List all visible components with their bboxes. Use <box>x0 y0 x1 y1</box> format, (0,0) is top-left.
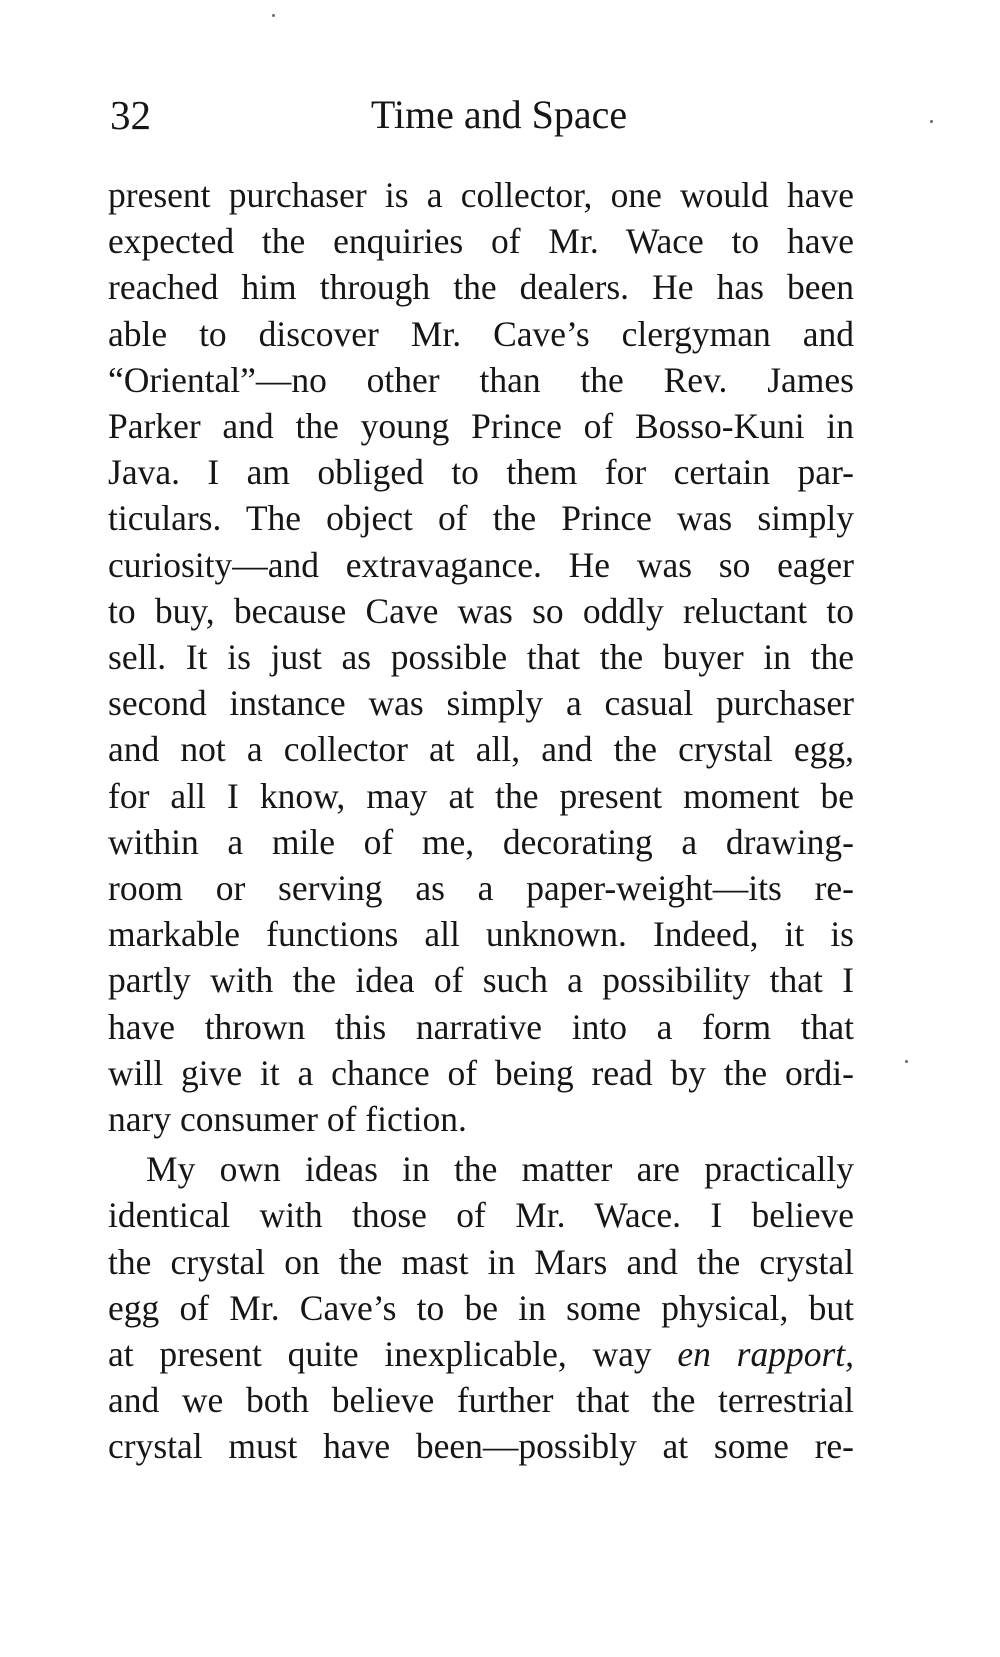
page-number: 32 <box>110 92 151 138</box>
text-line: markable functions all unknown. Indeed, it is <box>108 914 854 955</box>
text-line: ticulars. The object of the Prince was simply <box>108 498 854 539</box>
running-title: Time and Space <box>370 92 628 137</box>
text-line: partly with the idea of such a possibility that I <box>108 960 854 1001</box>
text-line: room or serving as a paper-weight—its re- <box>108 868 854 909</box>
paper-speck <box>905 1060 908 1063</box>
text-line: have thrown this narrative into a form that <box>108 1006 854 1047</box>
text-line: will give it a chance of being read by the ordi- <box>108 1052 854 1093</box>
text-line: and we both believe further that the terrestrial <box>108 1380 854 1421</box>
page-header <box>108 84 852 148</box>
text-line: “Oriental”—no other than the Rev. James <box>108 359 854 400</box>
paragraph-2 <box>108 1146 854 1469</box>
paper-speck <box>272 14 275 17</box>
text-line: to buy, because Cave was so oddly reluctant to <box>108 590 854 631</box>
paper-speck <box>930 120 933 123</box>
text-line: second instance was simply a casual purchaser <box>108 683 854 724</box>
paragraph-1 <box>108 172 854 1142</box>
text-line: Parker and the young Prince of Bosso-Kuni in <box>108 406 854 447</box>
text-line: nary consumer of fiction. <box>108 1099 467 1140</box>
text-line: identical with those of Mr. Wace. I believe <box>108 1195 854 1236</box>
text-line: sell. It is just as possible that the buyer in the <box>108 637 854 678</box>
body-text <box>108 172 854 1470</box>
text-line-with-italic <box>108 1331 854 1377</box>
text-segment: at present quite inexplicable, way <box>108 1334 678 1375</box>
text-line: Java. I am obliged to them for certain par- <box>108 452 854 493</box>
text-line: reached him through the dealers. He has been <box>108 267 854 308</box>
italic-phrase: en rapport, <box>677 1334 854 1375</box>
text-line: the crystal on the mast in Mars and the crystal <box>108 1241 854 1282</box>
text-line: able to discover Mr. Cave’s clergyman and <box>108 313 854 354</box>
text-line: for all I know, may at the present moment be <box>108 775 854 816</box>
text-line: and not a collector at all, and the crystal egg, <box>108 729 854 770</box>
text-line: My own ideas in the matter are practically <box>146 1149 854 1190</box>
text-line: egg of Mr. Cave’s to be in some physical, but <box>108 1287 854 1328</box>
text-line: present purchaser is a collector, one would have <box>108 175 854 215</box>
text-line: crystal must have been—possibly at some re- <box>108 1426 854 1467</box>
text-line: curiosity—and extravagance. He was so eager <box>108 544 854 585</box>
text-line: within a mile of me, decorating a drawing- <box>108 821 854 862</box>
text-line: expected the enquiries of Mr. Wace to have <box>108 221 854 262</box>
